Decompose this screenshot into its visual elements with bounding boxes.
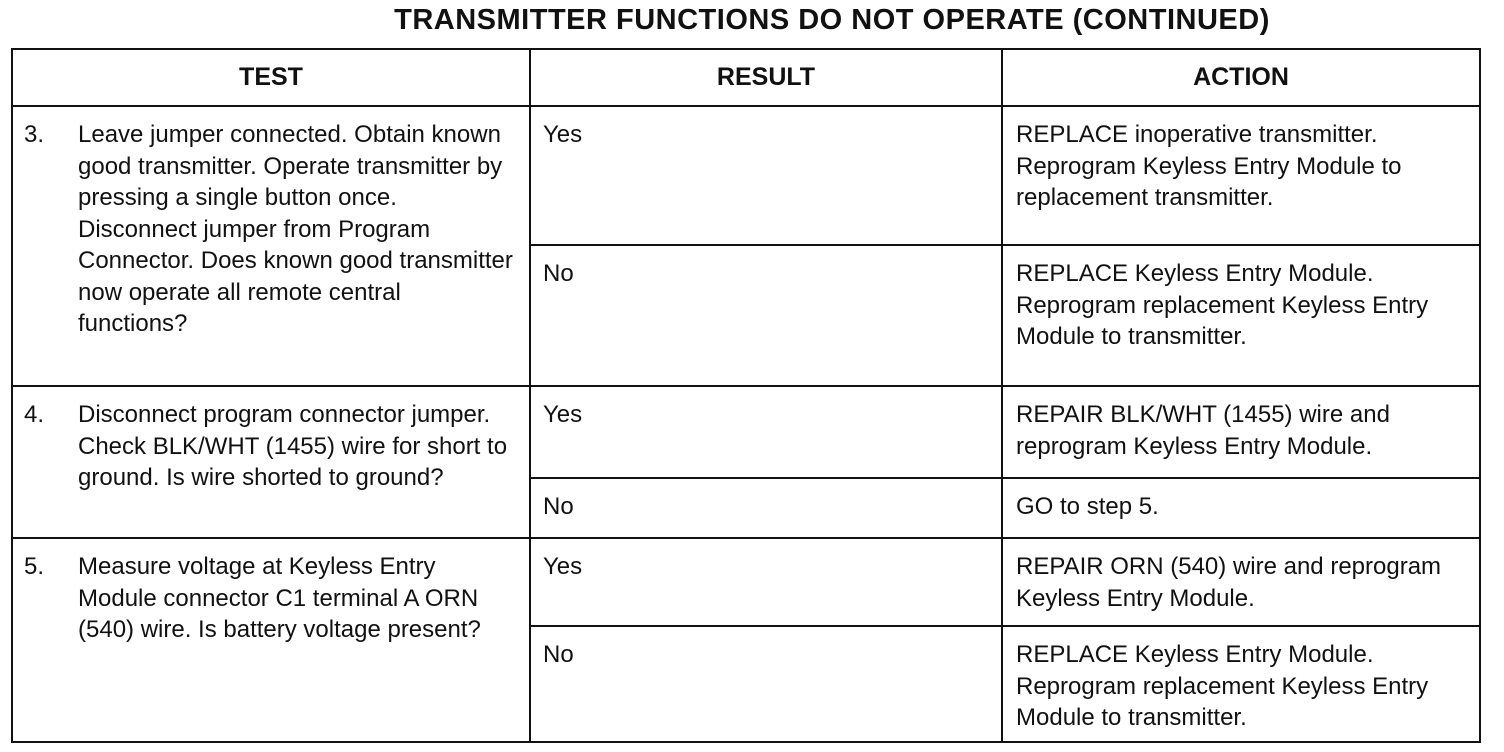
page-title: TRANSMITTER FUNCTIONS DO NOT OPERATE (CONTINUED)	[394, 4, 1270, 36]
test-description: Disconnect program connector jumper. Check BLK/WHT (1455) wire for short to ground. Is wire shorted to ground?	[78, 401, 508, 491]
result-cell: No	[530, 245, 1002, 386]
step-number: 4.	[24, 401, 45, 428]
test-description: Measure voltage at Keyless Entry Module connector C1 terminal A ORN (540) wire. Is battery voltage present?	[78, 553, 481, 643]
result-cell: No	[530, 478, 1002, 538]
action-cell: REPLACE Keyless Entry Module. Reprogram replacement Keyless Entry Module to transmitter.	[1002, 626, 1480, 742]
header-row	[12, 49, 1480, 106]
column-header-action: ACTION	[1002, 49, 1480, 106]
test-cell-step-3	[12, 106, 530, 386]
action-cell: GO to step 5.	[1002, 478, 1480, 538]
column-header-test: TEST	[12, 49, 530, 106]
action-cell: REPLACE Keyless Entry Module. Reprogram replacement Keyless Entry Module to transmitter.	[1002, 245, 1480, 386]
step-number: 3.	[24, 121, 45, 148]
test-cell-step-5	[12, 538, 530, 742]
result-cell: Yes	[530, 106, 1002, 245]
test-description: Leave jumper connected. Obtain known good transmitter. Operate transmitter by pressing a single button once. Disconnect jumper from Program Connector. Does known good transmitter now operate all remote central functions?	[78, 121, 513, 337]
diagnostic-table	[11, 48, 1481, 743]
action-cell: REPAIR BLK/WHT (1455) wire and reprogram Keyless Entry Module.	[1002, 386, 1480, 478]
result-cell: Yes	[530, 386, 1002, 478]
action-cell: REPLACE inoperative transmitter. Reprogram Keyless Entry Module to replacement transmitter.	[1002, 106, 1480, 245]
table-row	[12, 538, 1480, 626]
table-row	[12, 386, 1480, 478]
test-cell-step-4	[12, 386, 530, 538]
action-cell: REPAIR ORN (540) wire and reprogram Keyless Entry Module.	[1002, 538, 1480, 626]
step-number: 5.	[24, 553, 45, 580]
result-cell: No	[530, 626, 1002, 742]
column-header-result: RESULT	[530, 49, 1002, 106]
result-cell: Yes	[530, 538, 1002, 626]
table-row	[12, 106, 1480, 245]
